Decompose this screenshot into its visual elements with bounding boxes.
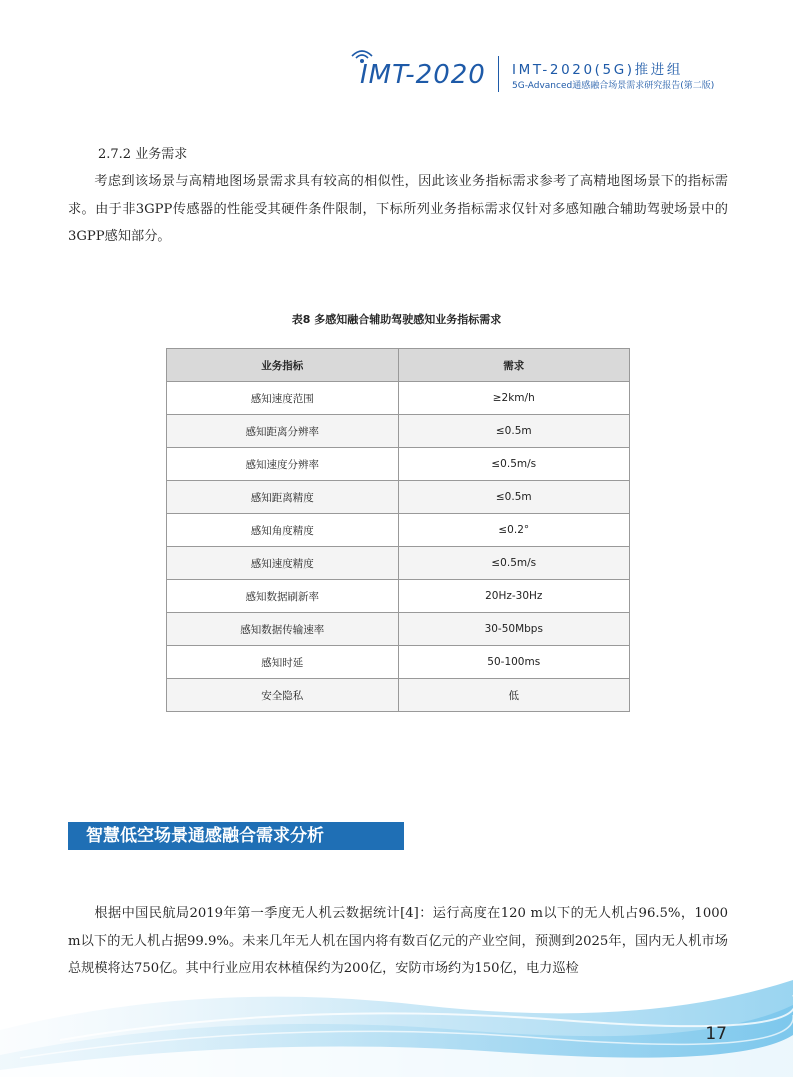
requirement-cell: 低	[398, 679, 630, 712]
requirement-cell: 20Hz-30Hz	[398, 580, 630, 613]
table-row	[167, 646, 630, 679]
requirements-table	[166, 348, 630, 712]
requirement-cell: ≤0.5m/s	[398, 547, 630, 580]
body-paragraph: 根据中国民航局2019年第一季度无人机云数据统计[4]：运行高度在120 m以下的无人机占96.5%，1000 m以下的无人机占据99.9%。未来几年无人机在国内将有数百亿元的产业空间，预测到2025年，国内无人机市场总规模将达750亿。其中行业应用农林植保约为200亿，安防市场约为150亿，电力巡检	[68, 906, 728, 976]
metric-cell: 感知速度精度	[167, 547, 399, 580]
table-row	[167, 580, 630, 613]
table-caption: 表8 多感知融合辅助驾驶感知业务指标需求	[291, 313, 502, 326]
metric-cell: 安全隐私	[167, 679, 399, 712]
table-row	[167, 415, 630, 448]
section-banner: 智慧低空场景通感融合需求分析	[68, 822, 404, 850]
metric-cell: 感知距离精度	[167, 481, 399, 514]
metric-cell: 感知速度范围	[167, 382, 399, 415]
table-row	[167, 514, 630, 547]
header-divider	[498, 56, 499, 92]
table-row	[167, 481, 630, 514]
table-row	[167, 382, 630, 415]
requirement-cell: ≤0.5m	[398, 481, 630, 514]
footer-wave-decoration-icon	[0, 960, 793, 1077]
org-name: IMT-2020(5G)推进组	[512, 62, 683, 78]
table-row	[167, 613, 630, 646]
page-number: 17	[705, 1024, 727, 1044]
table-row	[167, 679, 630, 712]
metric-cell: 感知角度精度	[167, 514, 399, 547]
metric-cell: 感知数据刷新率	[167, 580, 399, 613]
table-row	[167, 547, 630, 580]
requirement-cell: ≤0.5m	[398, 415, 630, 448]
table-row	[167, 448, 630, 481]
metric-cell: 感知时延	[167, 646, 399, 679]
requirement-cell: ≤0.2°	[398, 514, 630, 547]
column-header: 需求	[398, 349, 630, 382]
metric-cell: 感知数据传输速率	[167, 613, 399, 646]
logo-text: IMT-2020	[360, 60, 486, 90]
requirement-cell: ≥2km/h	[398, 382, 630, 415]
intro-paragraph: 考虑到该场景与高精地图场景需求具有较高的相似性，因此该业务指标需求参考了高精地图场景下的指标需求。由于非3GPP传感器的性能受其硬件条件限制，下标所列业务指标需求仅针对多感知融合辅助驾驶场景中的3GPP感知部分。	[68, 174, 728, 244]
table-header-row	[167, 349, 630, 382]
report-title: 5G-Advanced通感融合场景需求研究报告(第二版)	[512, 81, 715, 91]
requirement-cell: 30-50Mbps	[398, 613, 630, 646]
metric-cell: 感知距离分辨率	[167, 415, 399, 448]
section-heading: 2.7.2 业务需求	[98, 147, 188, 162]
requirement-cell: 50-100ms	[398, 646, 630, 679]
column-header: 业务指标	[167, 349, 399, 382]
metric-cell: 感知速度分辨率	[167, 448, 399, 481]
requirement-cell: ≤0.5m/s	[398, 448, 630, 481]
